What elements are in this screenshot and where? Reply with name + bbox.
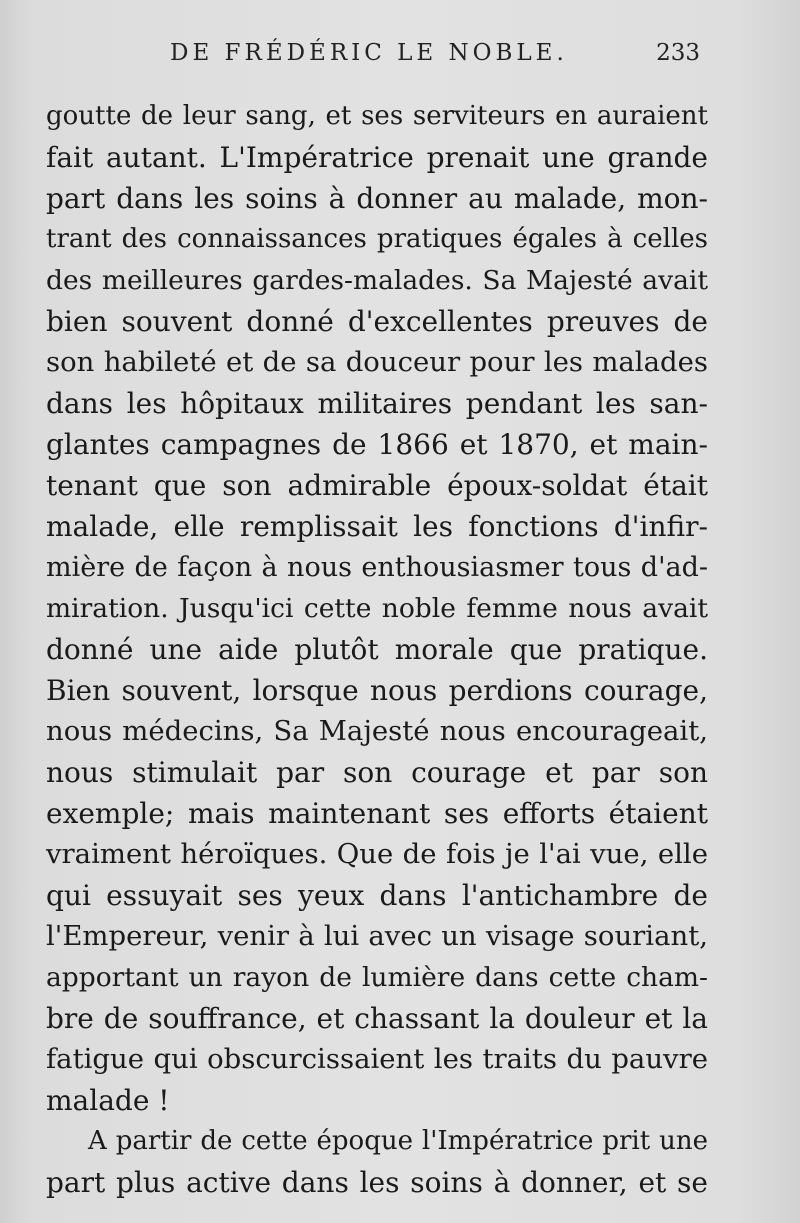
- text-line: glantes campagnes de 1866 et 1870, et main-: [46, 428, 708, 461]
- text-line: bien souvent donné d'excellentes preuves de: [46, 305, 708, 338]
- running-title: DE FRÉDÉRIC LE NOBLE.: [170, 40, 568, 66]
- text-line: trant des connaissances pratiques égales à celles: [46, 224, 708, 254]
- text-line: part plus active dans les soins à donner, et se: [46, 1166, 708, 1199]
- text-line: dans les hôpitaux militaires pendant les san-: [46, 387, 708, 420]
- text-line: fait autant. L'Impératrice prenait une grande: [46, 141, 708, 174]
- text-line: son habileté et de sa douceur pour les malades: [46, 346, 708, 378]
- text-line: bre de souffrance, et chassant la douleur et la: [46, 1002, 708, 1035]
- text-line: vraiment héroïques. Que de fois je l'ai vue, elle: [46, 838, 708, 870]
- text-line: tenant que son admirable époux-soldat était: [46, 469, 708, 502]
- text-line: malade, elle remplissait les fonctions d'infir-: [46, 510, 708, 543]
- text-line: nous médecins, Sa Majesté nous encourageait,: [46, 715, 708, 747]
- text-line: mière de façon à nous enthousiasmer tous d'ad-: [46, 552, 708, 583]
- text-line: exemple; mais maintenant ses efforts étaient: [46, 797, 708, 830]
- text-line: fatigue qui obscurcissaient les traits du pauvre: [46, 1043, 708, 1075]
- text-line: miration. Jusqu'ici cette noble femme nous avait: [46, 593, 708, 624]
- running-head: [170, 40, 700, 76]
- text-line: qui essuyait ses yeux dans l'antichambre de: [46, 879, 708, 912]
- text-line: donné une aide plutôt morale que pratique.: [46, 633, 708, 666]
- paragraph-start-line: A partir de cette époque l'Impératrice prit une: [88, 1126, 708, 1156]
- text-line: Bien souvent, lorsque nous perdions courage,: [46, 674, 708, 707]
- paragraph-end-line: malade !: [46, 1084, 170, 1117]
- text-line: des meilleures gardes-malades. Sa Majesté avait: [46, 265, 708, 296]
- text-line: l'Empereur, venir à lui avec un visage souriant,: [46, 920, 708, 952]
- page-number: 233: [656, 40, 700, 66]
- text-line: nous stimulait par son courage et par son: [46, 756, 708, 789]
- text-line: apportant un rayon de lumière dans cette cham-: [46, 962, 708, 993]
- text-line: goutte de leur sang, et ses serviteurs en auraient: [46, 101, 708, 131]
- text-line: part dans les soins à donner au malade, mon-: [46, 182, 708, 215]
- body-text: [46, 96, 708, 1203]
